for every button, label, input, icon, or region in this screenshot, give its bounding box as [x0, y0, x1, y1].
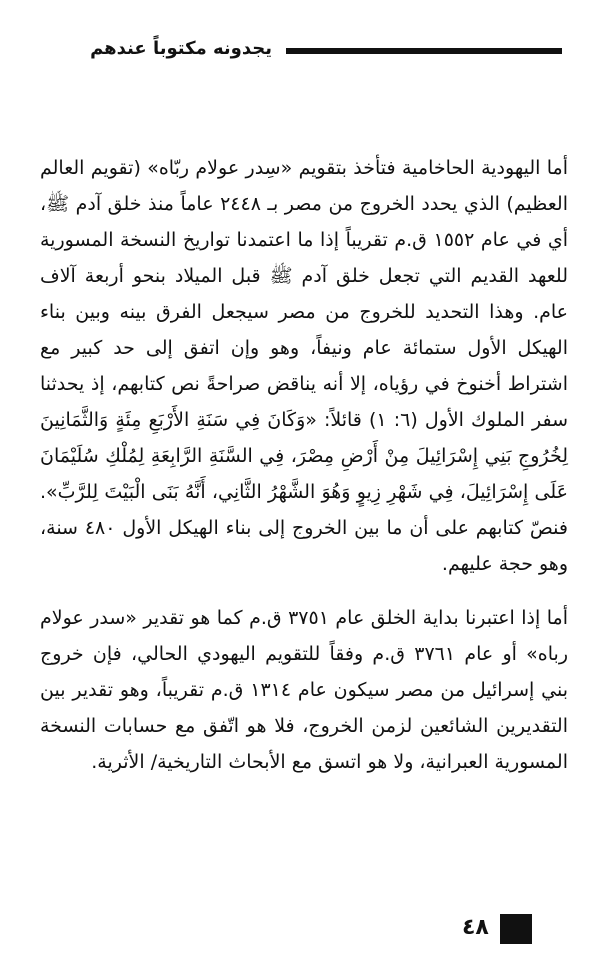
page-number: ٤٨	[462, 915, 489, 940]
header-rule	[286, 48, 562, 54]
paragraph-1: أما اليهودية الحاخامية فتأخذ بتقويم «سِدر عولام ربّاه» (تقويم العالم العظيم) الذي يحدد الخروج من مصر بـ ٢٤٤٨ عاماً منذ خلق آدم ﷺ، أي في عام ١٥٥٢ ق.م تقريباً إذا ما اعتمدنا تواريخ النسخة المسورية للعهد القديم التي تجعل خلق آدم ﷺ قبل الميلاد بنحو أربعة آلاف عام. وهذا التحديد للخروج من مصر سيجعل الفرق بينه وبين بناء الهيكل الأول ستمائة عام ونيفاً، وهو وإن اتفق إلى حد كبير مع اشتراط أخنوخ في رؤياه، إلا أنه يناقض صراحةً نص كتابهم، إذ يحدثنا سفر الملوك الأول (٦: ١) قائلاً: «وَكَانَ فِي سَنَةِ الأَرْبَعِ مِئَةٍ وَالثَّمَانِينَ لِخُرُوجِ بَنِي إِسْرَائِيلَ مِنْ أَرْضِ مِصْرَ، فِي السَّنَةِ الرَّابِعَةِ لِمُلْكِ سُلَيْمَانَ عَلَى إِسْرَائِيلَ، فِي شَهْرِ زِيوٍ وَهُوَ الشَّهْرُ الثَّانِي، أَنَّهُ بَنَى الْبَيْتَ لِلرَّبِّ». فنصّ كتابهم على أن ما بين الخروج إلى بناء الهيكل الأول ٤٨٠ سنة، وهو حجة عليهم.	[40, 157, 569, 575]
running-header	[0, 34, 611, 64]
paragraph-2: أما إذا اعتبرنا بداية الخلق عام ٣٧٥١ ق.م كما هو تقدير «سدر عولام رباه» أو عام ٣٧٦١ ق.م وفقاً للتقويم اليهودي الحالي، فإن خروج بني إسرائيل من مصر سيكون عام ١٣١٤ ق.م تقريباً، وهو تقدير بين التقديرين الشائعين لزمن الخروج، فلا هو اتّفق مع حسابات النسخة المسورية العبرانية، ولا هو اتسق مع الأبحاث التاريخية/ الأثرية.	[40, 607, 568, 773]
paragraph-gap	[40, 582, 568, 600]
body-text	[40, 150, 568, 780]
running-header-title: يجدونه مكتوباً عندهم	[90, 38, 272, 59]
page-footer	[0, 908, 611, 948]
page-number-block	[500, 914, 532, 944]
